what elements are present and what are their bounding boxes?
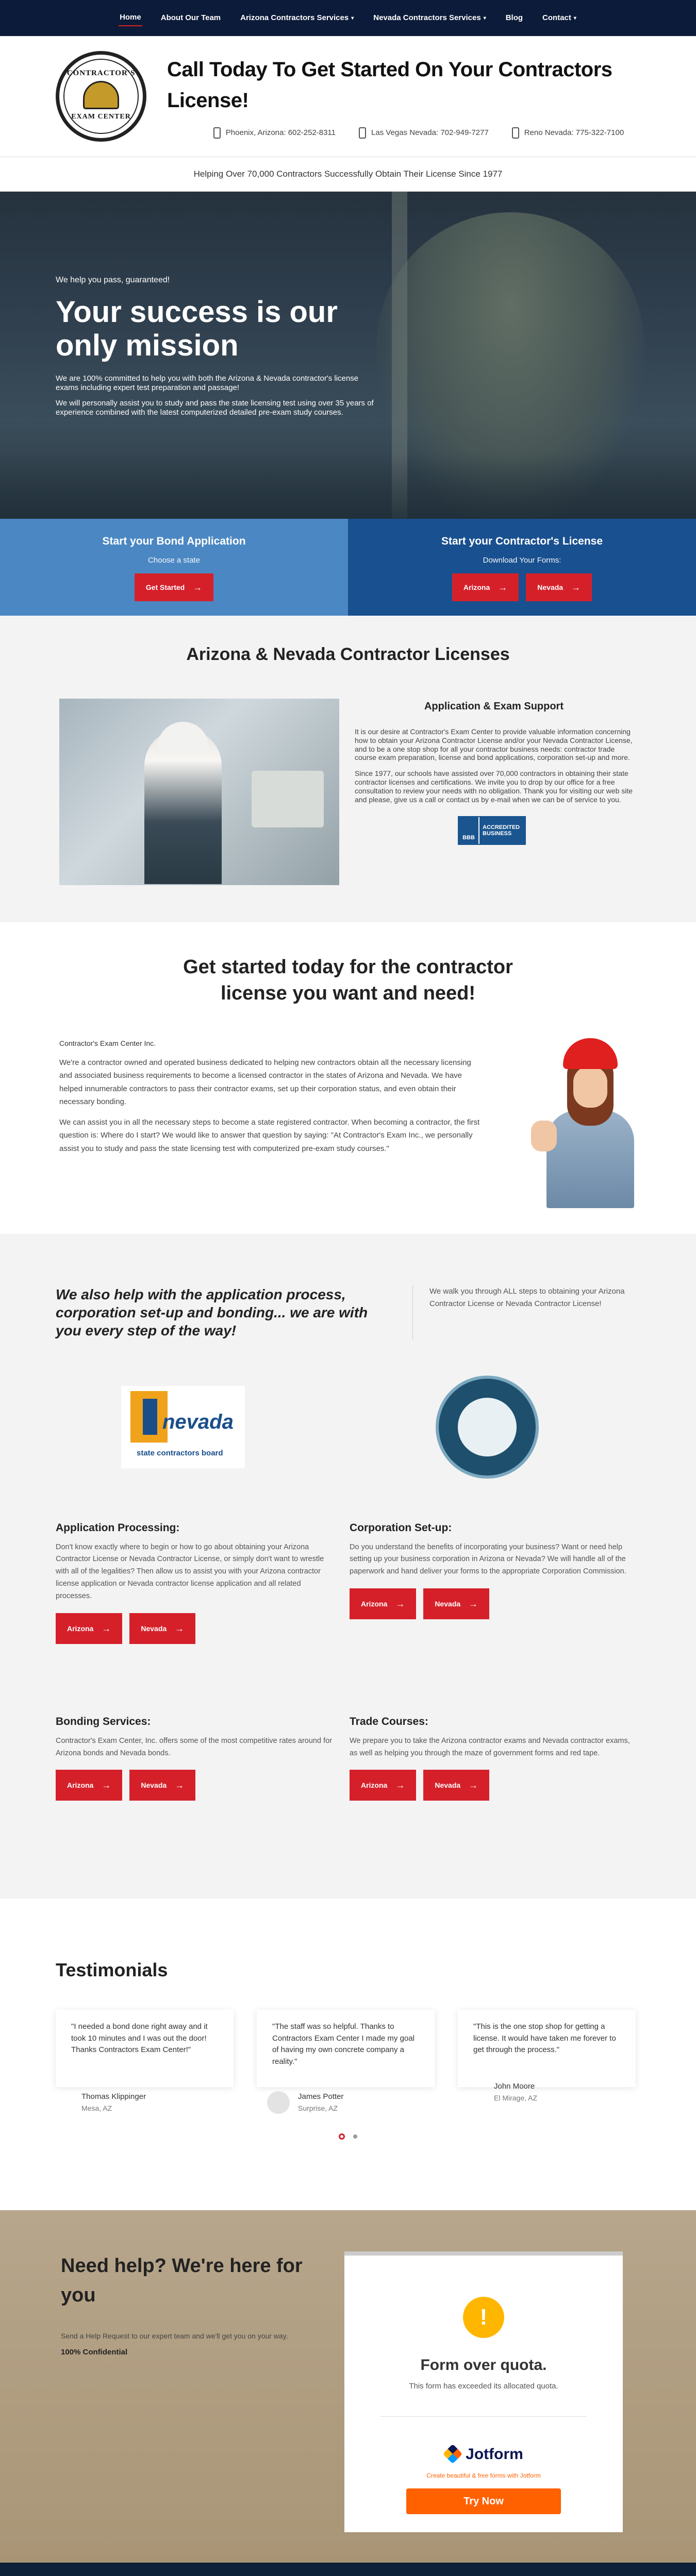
- worker-photo: [59, 699, 339, 885]
- testimonial-quote: "The staff was so helpful. Thanks to Contractors Exam Center I made my goal of having my own concrete company a reality.": [257, 2010, 435, 2087]
- button-label: Nevada: [435, 1599, 461, 1608]
- arizona-button[interactable]: [56, 1770, 122, 1801]
- arizona-corporation-commission-seal: [436, 1376, 539, 1479]
- chevron-down-icon: ▾: [573, 15, 576, 21]
- author-name: James Potter: [298, 2092, 344, 2102]
- licenses-text: [355, 699, 633, 885]
- service-title: Application Processing:: [56, 1522, 180, 1534]
- nav-nevada-services[interactable]: [372, 10, 487, 26]
- site-footer: [0, 2563, 696, 2576]
- author-location: Mesa, AZ: [81, 2104, 112, 2112]
- cta-bar: [0, 519, 696, 616]
- nav-label: Arizona Contractors Services: [240, 13, 349, 22]
- button-label: Arizona: [361, 1599, 388, 1608]
- license-cta-subtitle: Download Your Forms:: [483, 555, 561, 565]
- hero-title: Your success is our only mission: [56, 295, 338, 362]
- try-now-button[interactable]: Try Now: [406, 2488, 561, 2514]
- site-header: [0, 36, 696, 157]
- bbb-seal-icon: BBB: [459, 817, 478, 844]
- confidential-note: 100% Confidential: [61, 2348, 128, 2357]
- bond-cta-title: Start your Bond Application: [102, 535, 246, 547]
- photo-helmet: [157, 722, 209, 753]
- arizona-forms-button[interactable]: [452, 573, 519, 601]
- site-logo[interactable]: [56, 51, 146, 142]
- nevada-logo-subtitle: state contractors board: [137, 1449, 223, 1458]
- hero-shade: [0, 452, 696, 519]
- nav-label: About Our Team: [160, 13, 221, 22]
- embedded-form: [344, 2251, 623, 2532]
- get-started-title: Get started today for the contractor license you want and need!: [183, 956, 513, 1005]
- testimonial-author: [81, 2091, 146, 2114]
- arizona-button[interactable]: [350, 1588, 416, 1619]
- logo-ring: [63, 59, 139, 134]
- phone-icon: [512, 127, 519, 139]
- service-text: Don't know exactly where to begin or how to go about obtaining your Arizona Contractor License or Nevada Contractor License, or simply don't want to wrestle with all of the legalities? Then allow us to assist you with your Arizona contractor license application or Nevada contractor license application and all related processes.: [56, 1543, 324, 1601]
- button-label: Nevada: [435, 1781, 461, 1789]
- license-cta: [348, 519, 696, 616]
- button-label: Arizona: [67, 1781, 94, 1789]
- service-trade-courses: [350, 1714, 631, 1801]
- services-intro: We walk you through ALL steps to obtaining your Arizona Contractor License or Nevada Contractor License!: [412, 1285, 629, 1340]
- bbb-line: BUSINESS: [483, 831, 512, 837]
- get-started-button[interactable]: [135, 573, 213, 601]
- arrow-right-icon: →: [102, 1623, 111, 1634]
- get-started-paragraph: We're a contractor owned and operated business dedicated to helping new contractors obtain all the necessary licensing and associated business requirements to become a licensed contractor in the states of Arizona and Nevada. We have helped innumerable contractors to pass their contractor exams, set up their corporation status, and even obtain their necessary bonding.: [59, 1058, 471, 1107]
- testimonials-title: Testimonials: [56, 1959, 168, 1980]
- nav-home[interactable]: [119, 10, 142, 27]
- seal-center: [456, 1396, 518, 1458]
- phone-label: Reno Nevada: 775-322-7100: [524, 128, 624, 137]
- services-quote: We also help with the application process, corporation set-up and bonding... we are with you every step of the way!: [56, 1286, 368, 1338]
- arrow-right-icon: →: [175, 1780, 185, 1790]
- button-label: Arizona: [463, 583, 490, 591]
- button-label: Get Started: [145, 583, 185, 591]
- arizona-button[interactable]: [350, 1770, 416, 1801]
- logo-text-top: CONTRACTOR'S: [67, 69, 136, 77]
- phone-label: Las Vegas Nevada: 702-949-7277: [371, 128, 489, 137]
- nav-blog[interactable]: [505, 10, 524, 26]
- testimonial-carousel: [56, 2010, 696, 2114]
- nevada-forms-button[interactable]: [526, 573, 592, 601]
- license-cta-title: Start your Contractor's License: [441, 535, 603, 547]
- form-message: This form has exceeded its allocated quota.: [380, 2381, 587, 2417]
- arrow-right-icon: →: [395, 1598, 405, 1609]
- service-title: Corporation Set-up:: [350, 1522, 452, 1534]
- service-title: Bonding Services:: [56, 1716, 151, 1728]
- service-corporation-setup: [350, 1520, 631, 1644]
- bond-cta: [0, 519, 348, 616]
- warning-icon: !: [463, 2297, 504, 2338]
- testimonials-section: [0, 1899, 696, 2210]
- licenses-section: [0, 616, 696, 922]
- bond-cta-subtitle: Choose a state: [148, 555, 200, 565]
- jotform-logo: [380, 2443, 587, 2466]
- nevada-button[interactable]: [129, 1770, 195, 1801]
- arrow-right-icon: →: [469, 1780, 478, 1790]
- button-label: Arizona: [67, 1624, 94, 1633]
- licenses-title: Arizona & Nevada Contractor Licenses: [186, 645, 510, 664]
- testimonial-quote: "I needed a bond done right away and it took 10 minutes and I was out the door! Thanks Contractors Exam Center!": [56, 2010, 234, 2087]
- bbb-badge[interactable]: [458, 816, 526, 845]
- jotform-wordmark: Jotform: [466, 2445, 523, 2463]
- hero-content: [56, 274, 375, 423]
- hero-paragraph: We are 100% committed to help you with both the Arizona & Nevada contractor's license exams including expert test preparation and passage!: [56, 374, 359, 392]
- services-section: [0, 1234, 696, 1899]
- arrow-right-icon: →: [498, 582, 508, 592]
- service-text: Contractor's Exam Center, Inc. offers some of the most competitive rates around for Arizona bonds and Nevada bonds.: [56, 1736, 333, 1757]
- get-started-text: [59, 1038, 482, 1208]
- company-name: Contractor's Exam Center Inc.: [59, 1039, 156, 1047]
- photo-face: [573, 1066, 607, 1108]
- form-title: Form over quota.: [420, 2357, 547, 2374]
- help-request-text: [61, 2251, 329, 2563]
- phone-phoenix[interactable]: [213, 127, 336, 139]
- nevada-button[interactable]: [129, 1613, 195, 1644]
- service-title: Trade Courses:: [350, 1716, 428, 1728]
- button-label: Nevada: [141, 1624, 167, 1633]
- service-text: We prepare you to take the Arizona contractor exams and Nevada contractor exams, as well as helping you through the maze of government forms and red tape.: [350, 1736, 630, 1757]
- arrow-right-icon: →: [571, 582, 581, 592]
- carousel-dot-active[interactable]: [339, 2133, 345, 2140]
- arrow-right-icon: →: [102, 1780, 111, 1790]
- logo-text-bottom: EXAM CENTER: [71, 113, 131, 121]
- button-label: Nevada: [141, 1781, 167, 1789]
- testimonial-card: [257, 2010, 435, 2114]
- nav-label: Blog: [505, 13, 523, 22]
- contractor-woman-photo: [526, 1038, 650, 1208]
- arrow-right-icon: →: [193, 582, 203, 592]
- photo-thumbs-up: [531, 1121, 557, 1151]
- jotform-tagline: Create beautiful & free forms with Jotform: [426, 2471, 541, 2479]
- testimonial-card: [56, 2010, 234, 2114]
- nav-label: Home: [120, 12, 141, 22]
- arrow-right-icon: →: [469, 1598, 478, 1609]
- photo-worker: [144, 730, 222, 884]
- get-started-section: [0, 922, 696, 1234]
- nav-label: Nevada Contractors Services: [373, 13, 481, 22]
- hero-paragraph: We will personally assist you to study and pass the state licensing test using over 35 years of experience combined with the latest computerized detailed pre-exam study courses.: [56, 398, 374, 417]
- phone-reno[interactable]: [512, 127, 624, 139]
- button-label: Arizona: [361, 1781, 388, 1789]
- bbb-line: ACCREDITED: [483, 824, 520, 831]
- hero-section: [0, 192, 696, 519]
- bbb-text: [479, 817, 525, 844]
- licenses-subtitle: Application & Exam Support: [424, 701, 564, 712]
- phone-label: Phoenix, Arizona: 602-252-8311: [225, 128, 336, 137]
- nevada-contractors-board-logo: [121, 1386, 245, 1468]
- author-name: Thomas Klippinger: [81, 2092, 146, 2101]
- nevada-button[interactable]: [423, 1588, 489, 1619]
- carousel-dot[interactable]: [353, 2134, 357, 2139]
- help-request-paragraph: Send a Help Request to our expert team and we'll get you on your way.: [61, 2332, 288, 2340]
- nav-contact[interactable]: [541, 10, 577, 26]
- help-request-section: [0, 2210, 696, 2563]
- chevron-down-icon: ▾: [351, 15, 354, 21]
- phone-icon: [213, 127, 221, 139]
- header-info: [146, 54, 670, 139]
- tagline: Helping Over 70,000 Contractors Successfully Obtain Their License Since 1977: [0, 157, 696, 192]
- phone-list: [213, 127, 624, 139]
- author-location: Surprise, AZ: [298, 2104, 338, 2112]
- arrow-right-icon: →: [175, 1623, 185, 1634]
- nav-arizona-services[interactable]: [239, 10, 355, 26]
- nevada-button[interactable]: [423, 1770, 489, 1801]
- nav-about[interactable]: [160, 10, 222, 26]
- header-title: Call Today To Get Started On Your Contractors License!: [167, 58, 612, 112]
- service-application-processing: [56, 1520, 337, 1644]
- get-started-paragraph: We can assist you in all the necessary steps to become a state registered contractor. When becoming a contractor, the first question is: Where do I start? We would like to answer that question by saying: "At Contractor's Exam Inc., we personally assist you to study and pass the state licensing test with computerized pre-exam study courses.": [59, 1117, 480, 1153]
- author-location: El Mirage, AZ: [494, 2093, 538, 2102]
- button-label: Nevada: [537, 583, 564, 591]
- jotform-icon: [443, 2444, 462, 2464]
- hero-kicker: We help you pass, guaranteed!: [56, 276, 170, 284]
- carousel-dots: [0, 2134, 696, 2140]
- testimonial-card: [458, 2010, 636, 2114]
- testimonial-author: [298, 2091, 343, 2114]
- photo-equipment: [252, 771, 324, 827]
- chevron-down-icon: ▾: [483, 15, 486, 21]
- help-request-title: Need help? We're here for you: [61, 2255, 303, 2306]
- service-bonding: [56, 1714, 337, 1801]
- nav-label: Contact: [542, 13, 571, 22]
- nevada-logo-word: nevada: [162, 1411, 234, 1433]
- arrow-right-icon: →: [395, 1780, 405, 1790]
- testimonial-quote: "This is the one stop shop for getting a license. It would have taken me forever to get through the process.": [458, 2010, 636, 2087]
- phone-las-vegas[interactable]: [359, 127, 489, 139]
- testimonial-author: [494, 2081, 537, 2104]
- licenses-paragraph: Since 1977, our schools have assisted over 70,000 contractors in obtaining their state contractor licenses and certifications. We invite you to drop by our office for a free consultation to review your needs with no obligation. Thank you for visiting our web site and please, give us a call or contact us by e-mail when we can be of service to you.: [355, 769, 633, 804]
- author-name: John Moore: [494, 2082, 535, 2091]
- main-nav: [0, 0, 696, 36]
- licenses-paragraph: It is our desire at Contractor's Exam Center to provide valuable information concerning how to obtain your Arizona Contractor License and/or your Nevada Contractor License, and to be a one stop shop for all your contractor business needs: contractor trade course exam preparation, license and bond applications, corporation set-up and more.: [355, 727, 633, 762]
- service-text: Do you understand the benefits of incorporating your business? Want or need help setting up your business corporation in Arizona or Nevada? We will handle all of the paperwork and hand deliver your forms to the appropriate Corporation Commission.: [350, 1543, 626, 1576]
- arizona-button[interactable]: [56, 1613, 122, 1644]
- phone-icon: [359, 127, 366, 139]
- photo-hard-hat: [563, 1038, 618, 1069]
- avatar: [267, 2091, 290, 2114]
